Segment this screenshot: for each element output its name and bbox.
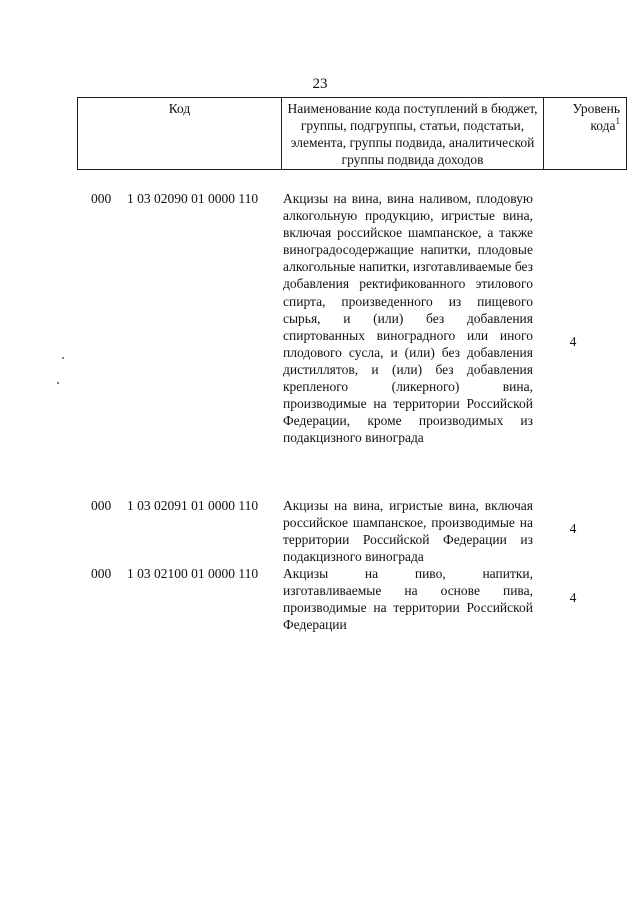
page-number: 23 [312, 76, 328, 92]
row-level: 4 [569, 334, 577, 349]
header-name: Наименование кода поступлений в бюджет, группы, подгруппы, статьи, подстатьи, элемента, группы подвида, аналитической группы подвида доходов [282, 98, 544, 170]
header-level-footnote: 1 [615, 116, 620, 126]
header-row [78, 98, 627, 170]
row-admin-code: 000 [91, 191, 112, 206]
scan-speck [62, 357, 64, 359]
header-code: Код [78, 98, 282, 170]
row-name: Акцизы на вина, игристые вина, включая российское шампанское, производимые на территории Российской Федерации из подакцизного винограда [283, 498, 533, 565]
row-budget-code: 1 03 02100 01 0000 110 [127, 566, 259, 581]
row-level: 4 [569, 521, 577, 536]
row-name: Акцизы на пиво, напитки, изготавливаемые на основе пива, производимые на территории Российской Федерации [283, 566, 533, 633]
row-admin-code: 000 [91, 566, 112, 581]
row-admin-code: 000 [91, 498, 112, 513]
row-budget-code: 1 03 02091 01 0000 110 [127, 498, 259, 513]
row-budget-code: 1 03 02090 01 0000 110 [127, 191, 259, 206]
row-level: 4 [569, 590, 577, 605]
header-level-cell [544, 98, 627, 170]
header-table [77, 97, 627, 170]
scan-speck [57, 382, 59, 384]
row-name: Акцизы на вина, вина наливом, плодовую алкогольную продукцию, игристые вина, включая российское шампанское, а также виноградосодержащие напитки, плодовые алкогольные напитки, изготавливаемые без добавления ректификованного этилового спирта, произведенного из пищевого сырья, и (или) без добавления спиртованных виноградного или иного плодового сусла, и (или) без добавления дистиллятов, и (или) без добавления крепленого (ликерного) вина, производимые на территории Российской Федерации, кроме производимых из подакцизного винограда [283, 191, 533, 446]
header-level: Уровень кода [572, 101, 620, 133]
